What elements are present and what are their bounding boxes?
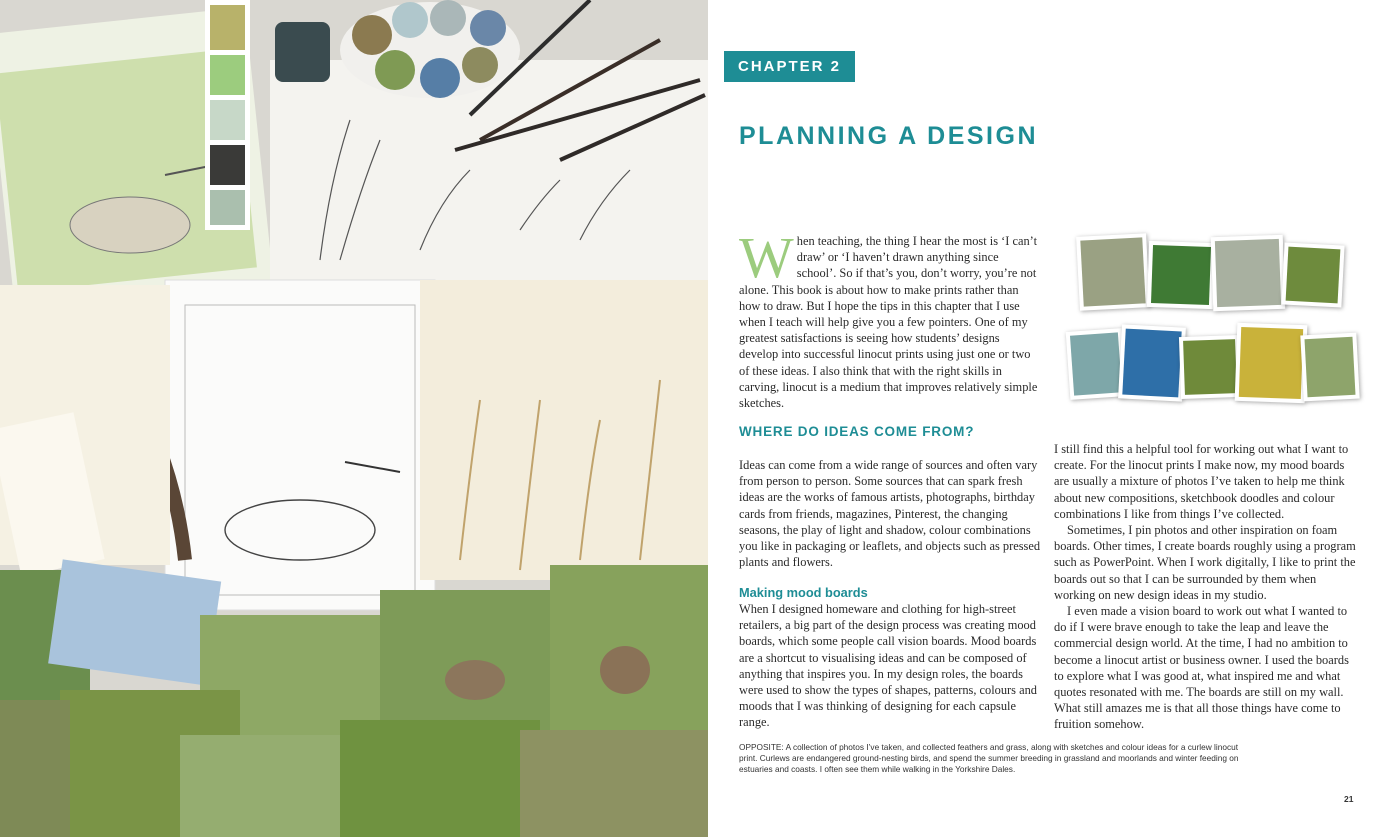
photo-curlew [1300, 333, 1359, 402]
right-paragraph: I even made a vision board to work out what I wanted to do if I were brave enough to take the leap and leave the commercial design world. At the time, I had no ambition to become a linocut artist or business owner. I used the boards to explore what I was good at, what inspired me and what quotes resonated with me. The boards are still on my wall. What still amazes me is that all those things have come to fruition somehow. [1054, 604, 1349, 732]
photo-finch [1179, 335, 1241, 399]
photo-gorse [1235, 323, 1308, 403]
photo-leaves [1147, 241, 1215, 309]
section-paragraph: Ideas can come from a wide range of sources and often vary from person to person. Some sources that can spark fresh ideas are the works of famous artists, photographs, birthday cards from friends, magazines, Pinterest, the changing seasons, the play of light and shadow, colour combinations you like in packaging or leaflets, and objects such as pressed plants and flowers. [739, 458, 1041, 570]
right-paragraph: I still find this a helpful tool for working out what I want to create. For the linocut prints I make now, my mood boards are usually a mixture of photos I’ve taken to help me think about new compositions, sketchbook doodles and colour combinations I like from things I’ve collected. [1054, 442, 1349, 521]
intro-paragraph [739, 225, 1039, 411]
section-heading: WHERE DO IDEAS COME FROM? [739, 424, 975, 439]
chapter-title: PLANNING A DESIGN [739, 122, 1038, 150]
photo-wren-two [1211, 235, 1286, 311]
right-paragraph: Sometimes, I pin photos and other inspiration on foam boards. Other times, I create boards roughly using a program such as PowerPoint. When I work digitally, I like to print the boards out so that I can be surrounded by them when working on new design ideas in my studio. [1054, 523, 1356, 602]
page-number: 21 [1344, 794, 1354, 804]
photo-wren [1076, 233, 1150, 311]
chapter-label: CHAPTER 2 [724, 51, 855, 82]
photo-blue-tit [1118, 324, 1186, 401]
subheading-mood-boards: Making mood boards [739, 585, 868, 600]
photo-caption: OPPOSITE: A collection of photos I’ve taken, and collected feathers and grass, along with sketches and colour ideas for a curlew linocut print. Curlews are endangered ground-nesting birds, and spend the summer breeding in grassland and moorlands and winter feeding on estuaries and coasts. I often see them while walking in the Yorkshire Dales. [739, 742, 1239, 774]
photo-bird-branch [1066, 328, 1127, 400]
mood-boards-paragraph: When I designed homeware and clothing for high-street retailers, a big part of the design process was creating mood boards, which some people call vision boards. Mood boards are a shortcut to visualising ideas and can be composed of anything that inspires you. In my design roles, the boards were used to show the types of shapes, patterns, colours and moods that I was thinking of designing for each capsule range. [739, 602, 1037, 730]
polaroid-photos [1068, 230, 1358, 410]
photo-berries [1281, 242, 1344, 307]
text-page [708, 0, 1393, 837]
intro-text: hen teaching, the thing I hear the most is ‘I can’t draw’ or ‘I haven’t drawn anything since school’. So if that’s you, don’t worry, you’re not alone. This book is about how to make prints rather than how to draw. But I hope the tips in this chapter that I use when I teach will help give you a few pointers. One of my greatest satisfactions is seeing how students’ designs develop into successful linocut prints using just one or two of these ideas. I also think that with the right skills in carving, linocut is a medium that improves relatively simple sketches. [739, 234, 1038, 411]
drop-cap: W [739, 225, 794, 290]
right-column [1054, 441, 1359, 733]
